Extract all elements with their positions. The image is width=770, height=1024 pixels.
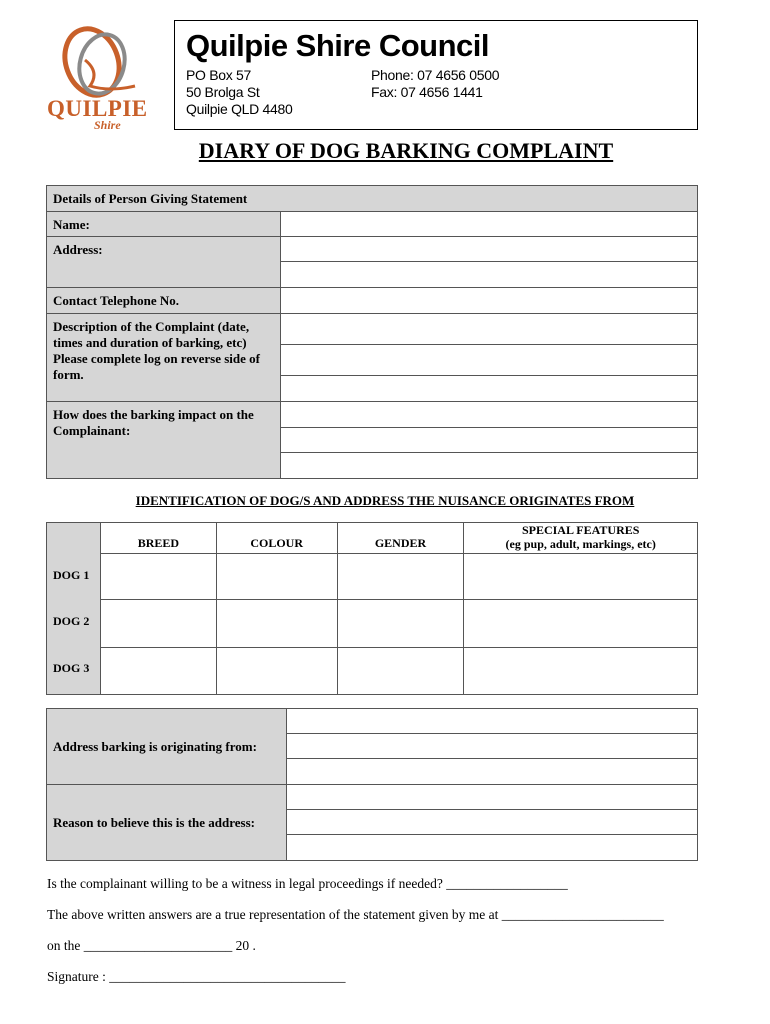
dog-1-features[interactable] bbox=[464, 554, 698, 600]
dog-3-gender[interactable] bbox=[337, 647, 464, 694]
dog-1-breed[interactable] bbox=[100, 554, 216, 600]
dog-1-colour[interactable] bbox=[216, 554, 337, 600]
telephone-field[interactable] bbox=[280, 288, 697, 314]
address-line-3: Quilpie QLD 4480 bbox=[186, 101, 293, 117]
dog-3-features[interactable] bbox=[464, 647, 698, 694]
dog-table bbox=[46, 522, 698, 695]
dog-label-column bbox=[47, 523, 101, 695]
impact-field-3[interactable] bbox=[280, 453, 697, 479]
impact-label: How does the barking impact on the Complainant: bbox=[47, 402, 281, 479]
address-field-1[interactable] bbox=[280, 237, 697, 262]
dog-3-label: DOG 3 bbox=[53, 661, 90, 675]
true-representation-line: The above written answers are a true representation of the statement given by me at ________________________ bbox=[47, 907, 664, 922]
address-line-1: PO Box 57 bbox=[186, 67, 252, 83]
witness-question: Is the complainant willing to be a witness in legal proceedings if needed? __________________ bbox=[47, 876, 568, 891]
breed-header: BREED bbox=[100, 523, 216, 554]
dog-1-label: DOG 1 bbox=[53, 568, 90, 582]
reason-field-3[interactable] bbox=[286, 835, 697, 861]
description-field-3[interactable] bbox=[280, 376, 697, 402]
dog-identification-heading: IDENTIFICATION OF DOG/S AND ADDRESS THE NUISANCE ORIGINATES FROM bbox=[135, 493, 635, 508]
impact-field-2[interactable] bbox=[280, 428, 697, 453]
statement-table bbox=[46, 185, 698, 479]
special-features-title: SPECIAL FEATURES bbox=[521, 523, 640, 538]
name-field[interactable] bbox=[280, 212, 697, 237]
description-field-1[interactable] bbox=[280, 314, 697, 345]
date-line: on the ______________________ 20 . bbox=[47, 938, 256, 953]
impact-field-1[interactable] bbox=[280, 402, 697, 428]
special-features-header bbox=[464, 523, 698, 554]
address-field-2[interactable] bbox=[280, 262, 697, 288]
colour-header: COLOUR bbox=[216, 523, 337, 554]
telephone-label: Contact Telephone No. bbox=[47, 288, 281, 314]
origin-address-field-3[interactable] bbox=[286, 759, 697, 785]
dog-2-gender[interactable] bbox=[337, 600, 464, 647]
reason-label: Reason to believe this is the address: bbox=[47, 785, 287, 861]
address-origin-table bbox=[46, 708, 698, 861]
dog-2-features[interactable] bbox=[464, 600, 698, 647]
description-label: Description of the Complaint (date, times and duration of barking, etc) Please complete log on reverse side of form. bbox=[47, 314, 281, 402]
logo-sub: Shire bbox=[94, 118, 121, 132]
name-label: Name: bbox=[47, 212, 281, 237]
dog-3-colour[interactable] bbox=[216, 647, 337, 694]
address-line-2: 50 Brolga St bbox=[186, 84, 260, 100]
origin-address-field-1[interactable] bbox=[286, 709, 697, 734]
description-field-2[interactable] bbox=[280, 345, 697, 376]
special-features-hint: (eg pup, adult, markings, etc) bbox=[505, 537, 656, 552]
origin-address-label: Address barking is originating from: bbox=[47, 709, 287, 785]
dog-3-breed[interactable] bbox=[100, 647, 216, 694]
signature-line: Signature : ___________________________________ bbox=[47, 969, 346, 984]
phone-number: Phone: 07 4656 0500 bbox=[371, 67, 500, 83]
document-title: DIARY OF DOG BARKING COMPLAINT bbox=[198, 138, 614, 163]
gender-header: GENDER bbox=[337, 523, 464, 554]
origin-address-field-2[interactable] bbox=[286, 734, 697, 759]
address-label: Address: bbox=[47, 237, 281, 288]
reason-field-2[interactable] bbox=[286, 810, 697, 835]
reason-field-1[interactable] bbox=[286, 785, 697, 810]
dog-2-breed[interactable] bbox=[100, 600, 216, 647]
dog-1-gender[interactable] bbox=[337, 554, 464, 600]
council-title: Quilpie Shire Council bbox=[186, 28, 489, 63]
dog-2-colour[interactable] bbox=[216, 600, 337, 647]
dog-2-label: DOG 2 bbox=[53, 614, 90, 628]
fax-number: Fax: 07 4656 1441 bbox=[371, 84, 483, 100]
logo-name: QUILPIE bbox=[47, 96, 148, 121]
statement-heading: Details of Person Giving Statement bbox=[47, 186, 698, 212]
